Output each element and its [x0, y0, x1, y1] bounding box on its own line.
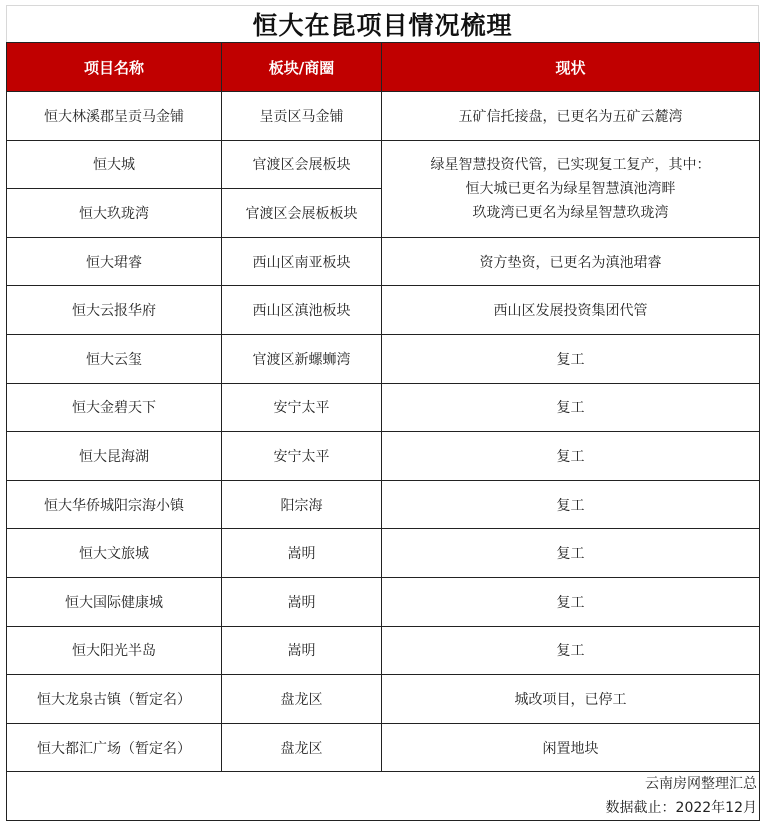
project-name: 恒大阳光半岛 — [7, 626, 222, 675]
column-header-status: 现状 — [382, 43, 760, 92]
table-row — [7, 334, 760, 383]
project-area: 安宁太平 — [222, 432, 382, 481]
data-cutoff-note: 数据截止：2022年12月 — [605, 800, 757, 817]
table-row — [7, 383, 760, 432]
table-row — [7, 723, 760, 772]
table-row — [7, 529, 760, 578]
project-status: 西山区发展投资集团代管 — [382, 286, 760, 335]
project-area: 嵩明 — [222, 529, 382, 578]
table-footer — [7, 772, 760, 821]
table-footer-row — [7, 772, 760, 821]
project-area: 盘龙区 — [222, 723, 382, 772]
project-name: 恒大华侨城阳宗海小镇 — [7, 480, 222, 529]
page-title: 恒大在昆项目情况梳理 — [6, 5, 759, 42]
project-area: 盘龙区 — [222, 675, 382, 724]
project-area: 嵩明 — [222, 577, 382, 626]
project-name: 恒大林溪郡呈贡马金铺 — [7, 92, 222, 141]
project-status: 闲置地块 — [382, 723, 760, 772]
project-area: 官渡区会展板块 — [222, 140, 382, 189]
projects-table — [6, 42, 760, 821]
project-area: 呈贡区马金铺 — [222, 92, 382, 141]
project-status: 复工 — [382, 432, 760, 481]
project-area: 阳宗海 — [222, 480, 382, 529]
project-name: 恒大昆海湖 — [7, 432, 222, 481]
project-status: 复工 — [382, 480, 760, 529]
project-name: 恒大云玺 — [7, 334, 222, 383]
table-row — [7, 140, 760, 189]
table-row — [7, 286, 760, 335]
project-status: 复工 — [382, 626, 760, 675]
table-row — [7, 675, 760, 724]
project-name: 恒大文旅城 — [7, 529, 222, 578]
table-row — [7, 237, 760, 286]
column-header-area: 板块/商圈 — [222, 43, 382, 92]
project-name: 恒大国际健康城 — [7, 577, 222, 626]
table-header-row — [7, 43, 760, 92]
project-status: 五矿信托接盘，已更名为五矿云麓湾 — [382, 92, 760, 141]
project-status: 城改项目，已停工 — [382, 675, 760, 724]
document-frame — [6, 5, 759, 822]
table-row — [7, 626, 760, 675]
column-header-name: 项目名称 — [7, 43, 222, 92]
project-area: 官渡区新螺蛳湾 — [222, 334, 382, 383]
project-name: 恒大都汇广场（暂定名） — [7, 723, 222, 772]
project-status: 复工 — [382, 383, 760, 432]
project-name: 恒大珺睿 — [7, 237, 222, 286]
project-area: 西山区滇池板块 — [222, 286, 382, 335]
project-area: 嵩明 — [222, 626, 382, 675]
table-row — [7, 432, 760, 481]
project-area: 安宁太平 — [222, 383, 382, 432]
status-line: 玖珑湾已更名为绿星智慧玖珑湾 — [472, 204, 669, 221]
project-status: 资方垫资，已更名为滇池珺睿 — [382, 237, 760, 286]
project-status: 复工 — [382, 529, 760, 578]
project-name: 恒大金碧天下 — [7, 383, 222, 432]
table-row — [7, 577, 760, 626]
project-area: 官渡区会展板板块 — [222, 189, 382, 238]
project-area: 西山区南亚板块 — [222, 237, 382, 286]
table-row — [7, 480, 760, 529]
project-name: 恒大玖珑湾 — [7, 189, 222, 238]
status-line: 恒大城已更名为绿星智慧滇池湾畔 — [465, 180, 676, 197]
project-name: 恒大龙泉古镇（暂定名） — [7, 675, 222, 724]
table-row — [7, 92, 760, 141]
project-status-merged — [382, 140, 760, 237]
project-name: 恒大云报华府 — [7, 286, 222, 335]
project-status: 复工 — [382, 334, 760, 383]
status-line: 绿星智慧投资代管，已实现复工复产，其中： — [430, 156, 711, 173]
source-note: 云南房网整理汇总 — [645, 776, 757, 793]
project-status: 复工 — [382, 577, 760, 626]
project-name: 恒大城 — [7, 140, 222, 189]
